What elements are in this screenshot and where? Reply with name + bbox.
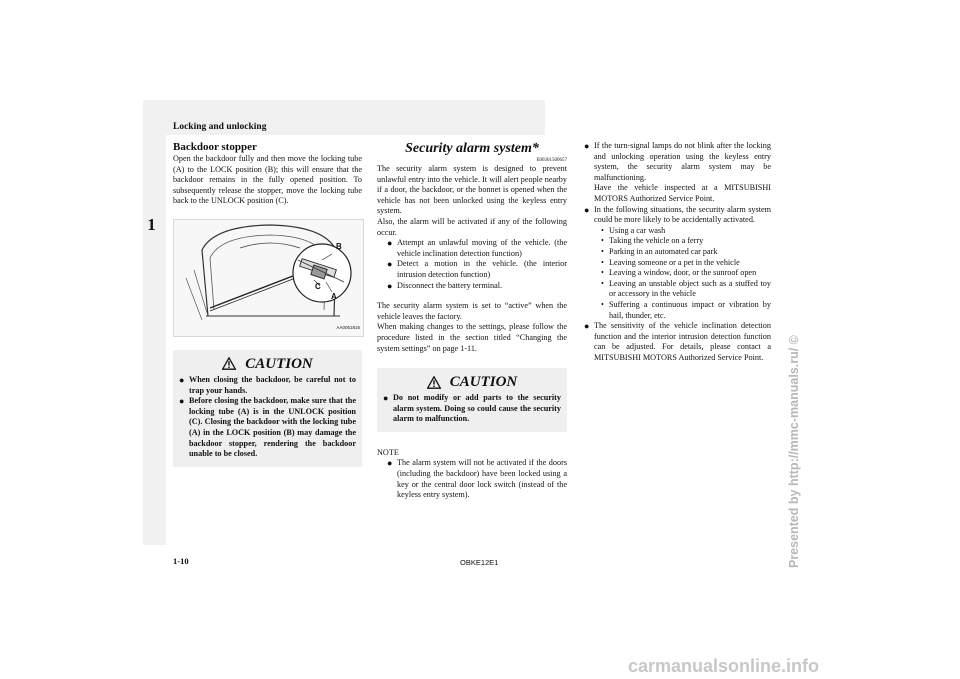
section-code: E00301500657 (536, 158, 567, 163)
caution-item: ● Do not modify or add parts to the security alarm system. Doing so could cause the security alarm to malfunction. (383, 393, 561, 424)
backdoor-illustration (174, 220, 363, 336)
page-number: 1-10 (173, 556, 189, 566)
bullet-dot-icon: ● (584, 204, 590, 215)
sub-list-item: • Using a car wash (601, 225, 666, 235)
column-backdoor-stopper (173, 141, 362, 467)
list-item: ● Disconnect the battery terminal. (387, 280, 503, 291)
caution-header (383, 371, 561, 393)
list-item: ● Attempt an unlawful moving of the vehicle. (the vehicle inclination detection function) (387, 238, 567, 258)
label-a: A (331, 291, 337, 301)
bullet-dot-icon: ● (179, 374, 185, 385)
sub-list-item: • Leaving an unstable object such as a stuffed toy or accessory in the vehicle (601, 278, 771, 299)
sub-list-item: • Leaving a window, door, or the sunroof open (601, 268, 757, 278)
bullet-dot-icon: ● (584, 141, 590, 151)
caution-title: CAUTION (245, 355, 313, 372)
bullet-dot-icon: ● (584, 321, 590, 332)
caution-item: ● Before closing the backdoor, make sure that the locking tube (A) is in the UNLOCK position (C). Closing the backdoor with the locking tube (A) in the LOCK position (B) may damage the backdoor stopper, rendering the backdoor unable to be closed. (179, 396, 356, 459)
security-alarm-intro: The security alarm system is designed to prevent unlawful entry into the vehicle. It will alert people nearby if a door, the backdoor, or the bonnet is opened when the vehicle has not been unlocked using the keyless entry system. (377, 164, 567, 216)
sub-list-item: • Suffering a continuous impact or vibration by hail, thunder, etc. (601, 299, 771, 320)
bullet-dot-icon: ● (179, 396, 185, 407)
warning-triangle-icon (427, 376, 441, 389)
label-c: C (315, 281, 321, 291)
label-b: B (336, 241, 342, 251)
caution-title: CAUTION (449, 373, 518, 390)
note-label: NOTE (377, 447, 399, 457)
side-watermark: Presented by http://mmc-manuals.ru/ © (787, 335, 801, 568)
backdoor-stopper-body: Open the backdoor fully and then move the locking tube (A) to the LOCK position (B); this will ensure that the backdoor remains in the fully opened position. To subsequently release the stopper, move the locking tube back to the UNLOCK position (C). (173, 154, 362, 206)
sub-list-item: • Taking the vehicle on a ferry (601, 236, 704, 246)
list-item: ● If the turn-signal lamps do not blink after the locking and unlocking operation using the keyless entry system, the security alarm system may be malfunctioning. Have the vehicle inspected at a MITSUBISHI MOTORS Authorized Service Point. (584, 141, 771, 203)
backdoor-stopper-figure (173, 219, 364, 337)
bullet-dot-icon: ● (387, 458, 393, 469)
bullet-dot-icon: ● (387, 238, 393, 249)
column-security-alarm (377, 141, 567, 501)
warning-triangle-icon (222, 357, 236, 370)
sub-list-item: • Leaving someone or a pet in the vehicle (601, 257, 740, 267)
security-alarm-settings: When making changes to the settings, please follow the procedure listed in the section titled “Changing the system settings” on page 1-11. (377, 322, 567, 353)
caution-header (179, 353, 356, 375)
security-alarm-title: Security alarm system* (405, 141, 539, 156)
security-alarm-default: The security alarm system is set to “active” when the vehicle leaves the factory. (377, 301, 567, 321)
document-code: OBKE12E1 (460, 558, 499, 567)
sub-list-item: • Parking in an automated car park (601, 246, 718, 256)
site-watermark: carmanualsonline.info (628, 656, 820, 676)
chapter-tab (143, 135, 166, 545)
section-header: Locking and unlocking (173, 122, 267, 132)
bullet-dot-icon: ● (387, 259, 393, 270)
bullet-dot-icon: ● (383, 393, 389, 404)
caution-box (377, 368, 567, 432)
bullet-dot-icon: ● (387, 280, 393, 291)
note-item: ● The alarm system will not be activated if the doors (including the backdoor) have been locked using a key or the central door lock switch (instead of the keyless entry system). (387, 458, 567, 500)
list-item: ● Detect a motion in the vehicle. (the interior intrusion detection function) (387, 259, 567, 279)
figure-code: AA0061816 (336, 325, 360, 331)
chapter-number: 1 (147, 215, 156, 234)
list-item: ● The sensitivity of the vehicle inclination detection function and the interior intrusion detection function can be adjusted. For details, please contact a MITSUBISHI MOTORS Authorized Service Point. (584, 321, 771, 362)
column-alarm-notes (584, 141, 771, 363)
security-alarm-also: Also, the alarm will be activated if any of the following occur. (377, 216, 567, 237)
caution-item: ● When closing the backdoor, be careful not to trap your hands. (179, 374, 356, 395)
list-item: ● In the following situations, the security alarm system could be more likely to be accidentally activated. (584, 204, 771, 225)
caution-box (173, 350, 362, 467)
backdoor-stopper-title: Backdoor stopper (173, 141, 257, 153)
